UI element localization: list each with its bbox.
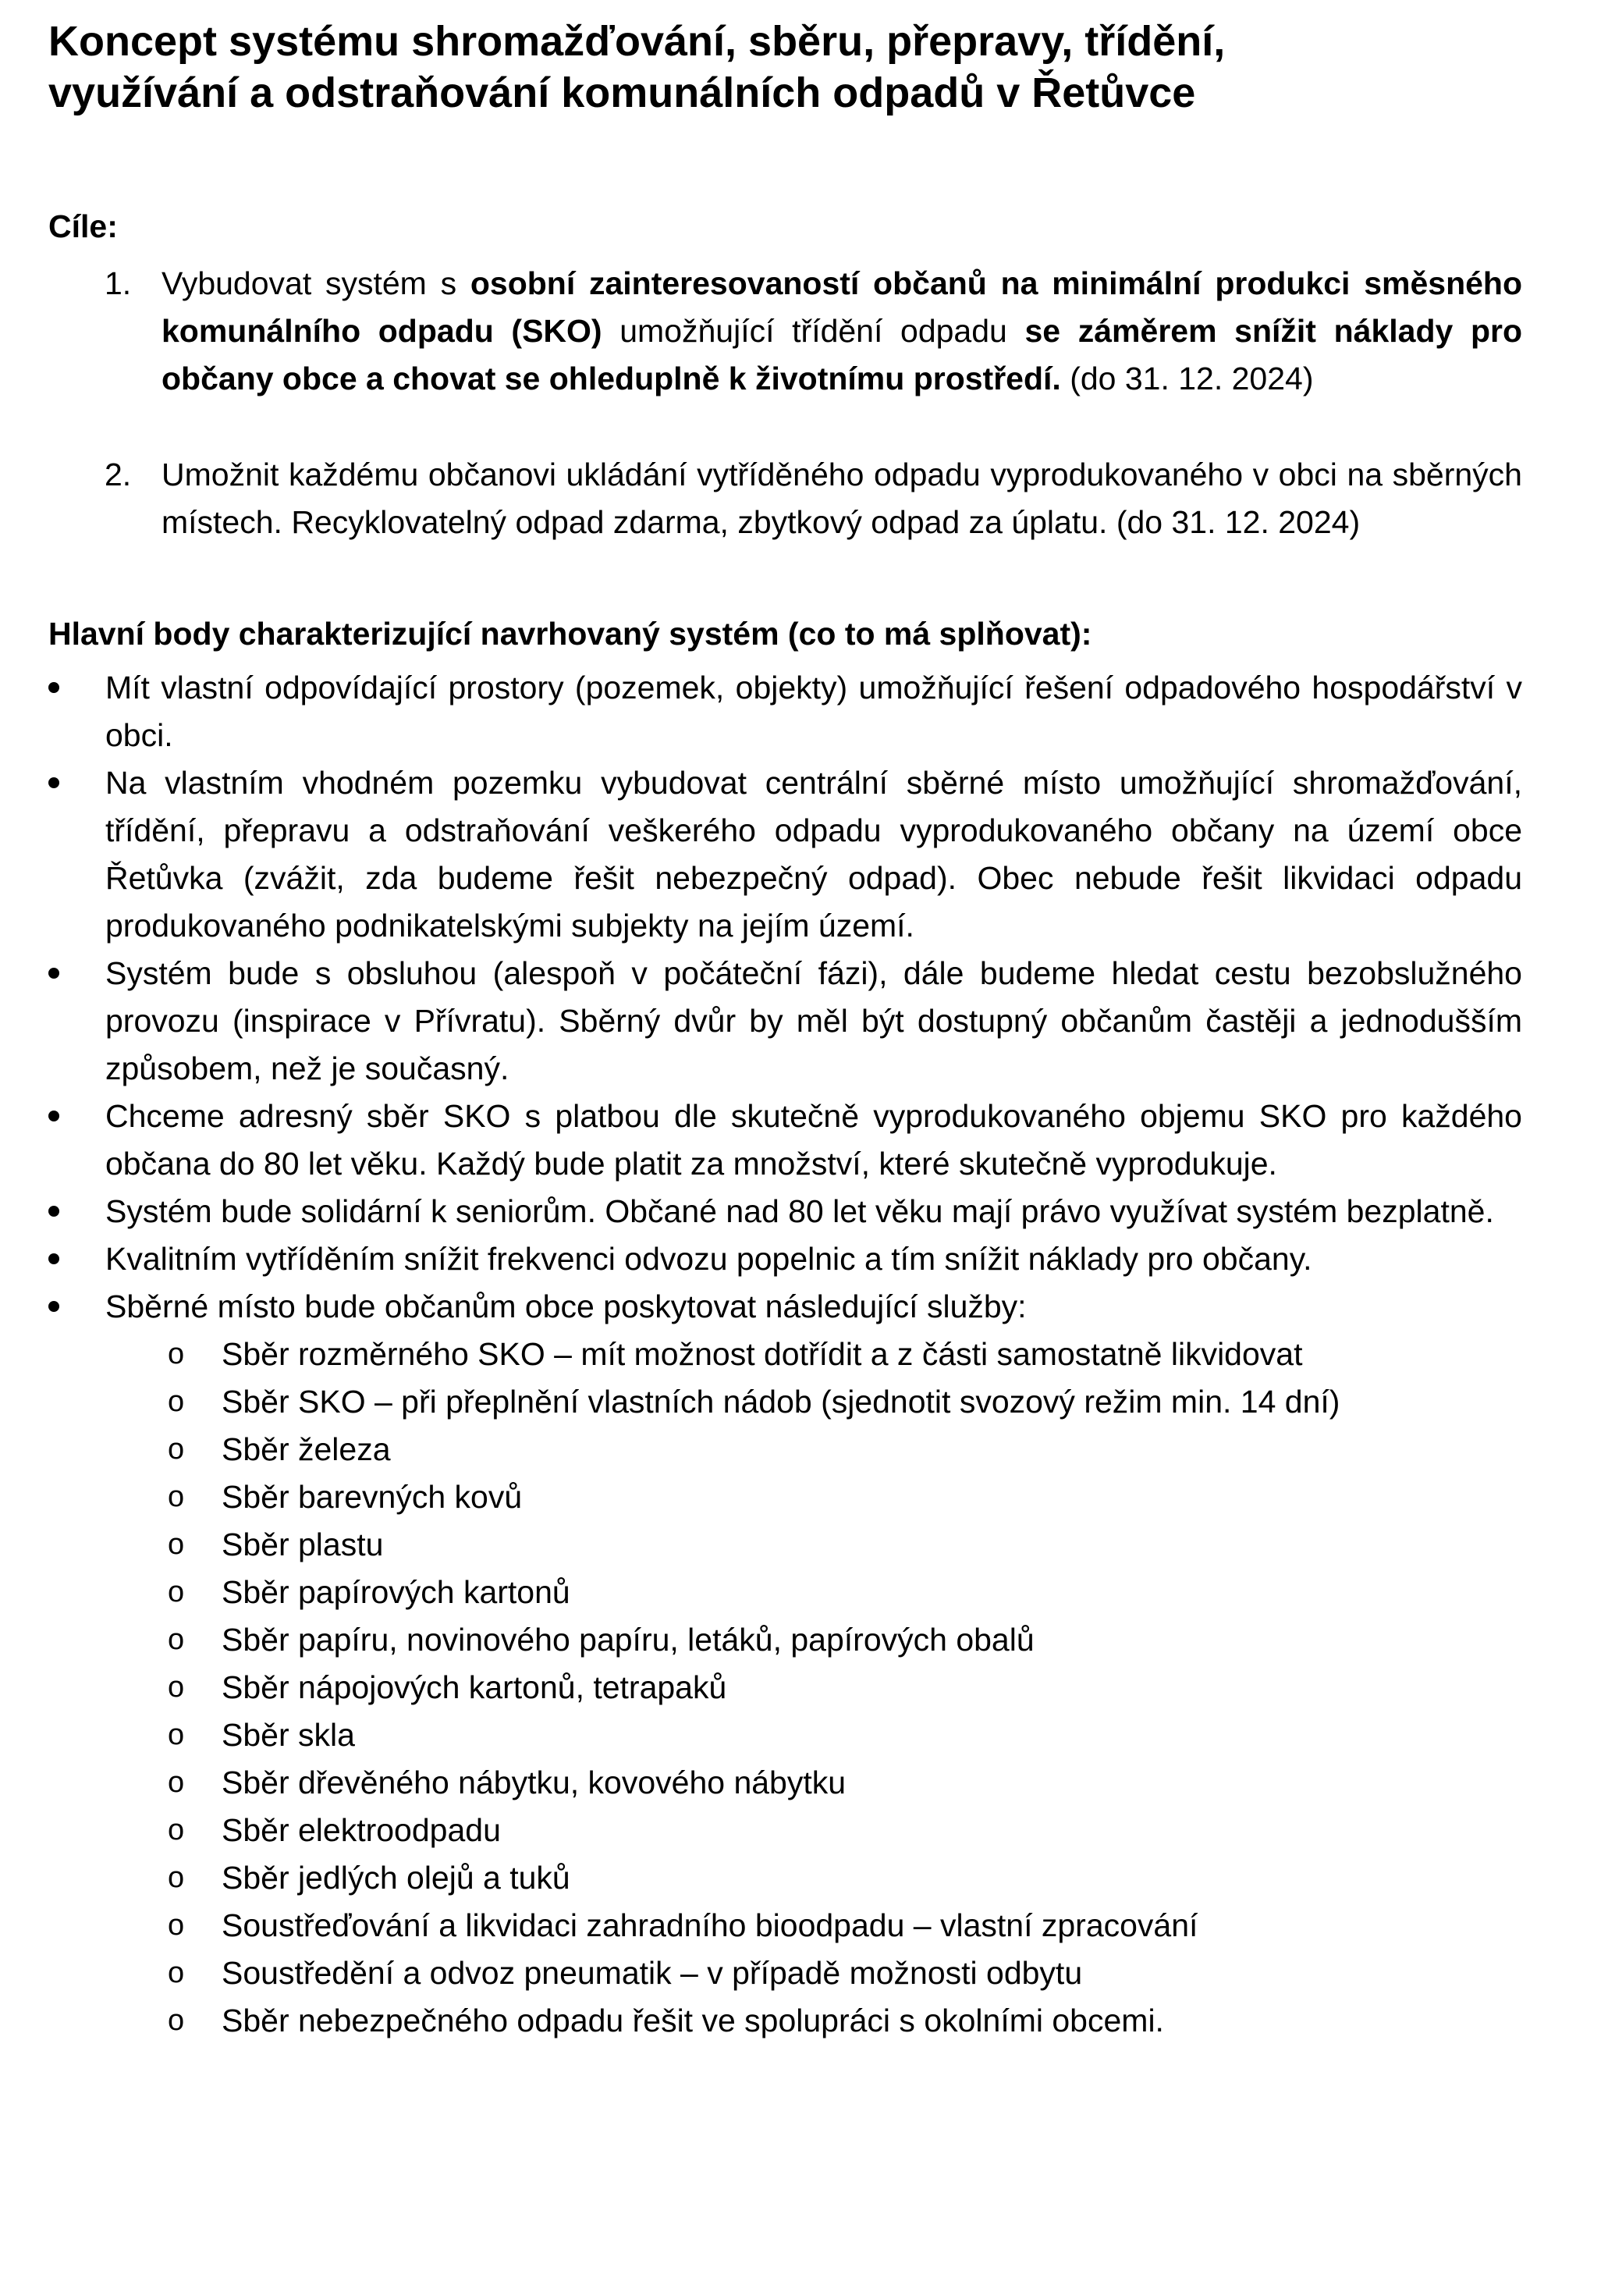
service-item-text: Sběr rozměrného SKO – mít možnost dotřídit a z části samostatně likvidovat: [222, 1336, 1303, 1372]
list-item: [48, 1188, 1522, 1235]
service-item: [105, 1664, 1522, 1711]
service-item: [105, 1759, 1522, 1807]
circle-bullet-icon: o: [168, 1385, 185, 1418]
list-item: [48, 664, 1522, 759]
goal-number: 2.: [105, 457, 132, 492]
service-item: [105, 1378, 1522, 1426]
service-item-text: Sběr nebezpečného odpadu řešit ve spolupráci s okolními obcemi.: [222, 2003, 1164, 2038]
goal-deadline: (do 31. 12. 2024): [1060, 361, 1314, 396]
circle-bullet-icon: o: [168, 1338, 185, 1370]
service-item: [105, 1331, 1522, 1378]
list-item: [48, 950, 1522, 1093]
bullet-icon: [48, 682, 59, 693]
service-item-text: Sběr dřevěného nábytku, kovového nábytku: [222, 1765, 847, 1800]
service-item: [105, 1521, 1522, 1569]
bullet-icon: [48, 1206, 59, 1217]
service-item: [105, 1902, 1522, 1949]
service-item-text: Sběr elektroodpadu: [222, 1812, 501, 1848]
service-item: [105, 1997, 1522, 2045]
list-item: [48, 1093, 1522, 1188]
bullet-icon: [48, 1253, 59, 1264]
services-list: [105, 1331, 1522, 2045]
list-item-text: Mít vlastní odpovídající prostory (pozemek, objekty) umožňující řešení odpadového hospodářství v obci.: [105, 670, 1522, 753]
title-line-1: Koncept systému shromažďování, sběru, přepravy, třídění,: [48, 18, 1226, 65]
service-item: [105, 1807, 1522, 1854]
bullet-icon: [48, 968, 59, 979]
circle-bullet-icon: o: [168, 1623, 185, 1656]
list-item-text: Systém bude solidární k seniorům. Občané nad 80 let věku mají právo využívat systém bezplatně.: [105, 1193, 1494, 1229]
list-item-text: Chceme adresný sběr SKO s platbou dle skutečně vyprodukovaného objemu SKO pro každého občana do 80 let věku. Každý bude platit za množství, které skutečně vyprodukuje.: [105, 1098, 1522, 1182]
service-item: [105, 1569, 1522, 1616]
service-item-text: Sběr plastu: [222, 1527, 384, 1562]
list-item-text: Systém bude s obsluhou (alespoň v počáteční fázi), dále budeme hledat cestu bezobslužného provozu (inspirace v Přívratu). Sběrný dvůr by měl být dostupný občanům častěji a jednodušším způsobem, než je současný.: [105, 955, 1522, 1086]
goal-number: 1.: [105, 265, 132, 301]
service-item-text: Sběr skla: [222, 1717, 355, 1753]
goal-text-bold: osobní zainteresovaností občanů na minimální produkci směsného komunálního odpadu (SKO): [162, 265, 1522, 349]
list-item: [48, 1235, 1522, 1283]
list-item-text: Sběrné místo bude občanům obce poskytovat následující služby:: [105, 1288, 1027, 1324]
circle-bullet-icon: o: [168, 2004, 185, 2037]
main-points-heading: Hlavní body charakterizující navrhovaný systém (co to má splňovat):: [48, 616, 1092, 652]
bullet-icon: [48, 777, 59, 788]
circle-bullet-icon: o: [168, 1861, 185, 1894]
goal-text: Umožnit každému občanovi ukládání vytříděného odpadu vyprodukovaného v obci na sběrných místech. Recyklovatelný odpad zdarma, zbytkový odpad za úplatu. (do 31. 12. 2024): [162, 457, 1522, 540]
circle-bullet-icon: o: [168, 1766, 185, 1799]
service-item-text: Sběr nápojových kartonů, tetrapaků: [222, 1669, 727, 1705]
service-item: [105, 1711, 1522, 1759]
bullet-icon: [48, 1301, 59, 1312]
circle-bullet-icon: o: [168, 1528, 185, 1561]
circle-bullet-icon: o: [168, 1671, 185, 1704]
service-item: [105, 1616, 1522, 1664]
circle-bullet-icon: o: [168, 1480, 185, 1513]
service-item-text: Sběr papírových kartonů: [222, 1574, 570, 1610]
service-item-text: Sběr železa: [222, 1431, 391, 1467]
goals-heading: Cíle:: [48, 208, 118, 244]
document-title: [48, 16, 1522, 119]
service-item: [105, 1426, 1522, 1473]
list-item-text: Na vlastním vhodném pozemku vybudovat centrální sběrné místo umožňující shromažďování, třídění, přepravu a odstraňování veškerého odpadu vyprodukovaného občany na území obce Řetůvka (zvážit, zda budeme řešit nebezpečný odpad). Obec nebude řešit likvidaci odpadu produkovaného podnikatelskými subjekty na jejím území.: [105, 765, 1522, 944]
service-item: [105, 1949, 1522, 1997]
service-item-text: Soustřeďování a likvidaci zahradního bioodpadu – vlastní zpracování: [222, 1907, 1198, 1943]
goal-item: [48, 260, 1522, 403]
service-item: [105, 1473, 1522, 1521]
list-item: [48, 759, 1522, 950]
title-line-2: využívání a odstraňování komunálních odpadů v Řetůvce: [48, 69, 1196, 116]
circle-bullet-icon: o: [168, 1718, 185, 1751]
bullet-icon: [48, 1111, 59, 1121]
circle-bullet-icon: o: [168, 1433, 185, 1466]
circle-bullet-icon: o: [168, 1909, 185, 1942]
circle-bullet-icon: o: [168, 1957, 185, 1989]
list-item-text: Kvalitním vytříděním snížit frekvenci odvozu popelnic a tím snížit náklady pro občany.: [105, 1241, 1312, 1277]
service-item-text: Sběr barevných kovů: [222, 1479, 523, 1515]
goal-text-bold: se záměrem snížit náklady pro občany obce a chovat se ohleduplně k životnímu prostředí.: [162, 313, 1522, 396]
goals-list: [48, 260, 1522, 546]
service-item-text: Soustředění a odvoz pneumatik – v případě možnosti odbytu: [222, 1955, 1083, 1991]
goal-text: Vybudovat systém s: [162, 265, 470, 301]
service-item-text: Sběr papíru, novinového papíru, letáků, papírových obalů: [222, 1622, 1035, 1658]
service-item: [105, 1854, 1522, 1902]
circle-bullet-icon: o: [168, 1814, 185, 1846]
service-item-text: Sběr jedlých olejů a tuků: [222, 1860, 570, 1896]
service-item-text: Sběr SKO – při přeplnění vlastních nádob (sjednotit svozový režim min. 14 dní): [222, 1384, 1340, 1420]
goal-item: [48, 451, 1522, 546]
goal-text: umožňující třídění odpadu: [602, 313, 1025, 349]
main-points-list: [48, 664, 1522, 2045]
list-item: [48, 1283, 1522, 2045]
circle-bullet-icon: o: [168, 1576, 185, 1608]
